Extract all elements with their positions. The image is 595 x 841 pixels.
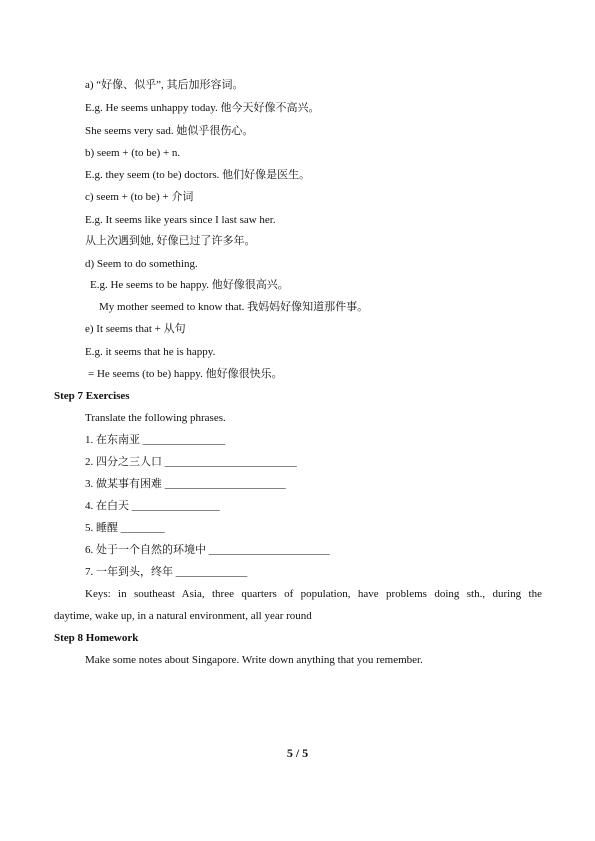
exercise-item-4: 4. 在白天 ________________ (85, 500, 220, 512)
section-c-heading: c) seem + (to be) + 介词 (85, 191, 194, 203)
section-a-heading: a) “好像、似乎”, 其后加形容词。 (85, 79, 244, 91)
exercise-item-3: 3. 做某事有困难 ______________________ (85, 478, 286, 490)
step-8-instruction: Make some notes about Singapore. Write down anything that you remember. (85, 654, 423, 666)
answer-keys-line-2: daytime, wake up, in a natural environment, all year round (54, 610, 312, 622)
section-c-example-1: E.g. It seems like years since I last saw her. (85, 214, 276, 226)
step-7-instruction: Translate the following phrases. (85, 412, 226, 424)
section-d-heading: d) Seem to do something. (85, 258, 198, 270)
exercise-item-2: 2. 四分之三人口 ________________________ (85, 456, 297, 468)
step-8-title: Step 8 Homework (54, 632, 139, 644)
section-e-heading: e) It seems that + 从句 (85, 323, 186, 335)
section-e-example-2: = He seems (to be) happy. 他好像很快乐。 (88, 368, 283, 380)
step-7-title: Step 7 Exercises (54, 390, 130, 402)
exercise-item-5: 5. 睡醒 ________ (85, 522, 165, 534)
exercise-item-6: 6. 处于一个自然的环境中 ______________________ (85, 544, 330, 556)
section-a-example-2: She seems very sad. 她似乎很伤心。 (85, 125, 254, 137)
section-e-example-1: E.g. it seems that he is happy. (85, 346, 216, 358)
exercise-item-7: 7. 一年到头，终年 _____________ (85, 566, 248, 578)
section-c-example-2: 从上次遇到她, 好像已过了许多年。 (85, 235, 256, 247)
exercise-item-1: 1. 在东南亚 _______________ (85, 434, 226, 446)
section-d-example-1: E.g. He seems to be happy. 他好像很高兴。 (90, 279, 289, 291)
section-a-example-1: E.g. He seems unhappy today. 他今天好像不高兴。 (85, 102, 320, 114)
answer-keys-line-1: Keys: in southeast Asia, three quarters of population, have problems doing sth., during the (85, 588, 542, 600)
section-b-example-1: E.g. they seem (to be) doctors. 他们好像是医生。 (85, 169, 311, 181)
section-d-example-2: My mother seemed to know that. 我妈妈好像知道那件事。 (99, 301, 369, 313)
section-b-heading: b) seem + (to be) + n. (85, 147, 181, 159)
page-number: 5 / 5 (286, 746, 309, 760)
